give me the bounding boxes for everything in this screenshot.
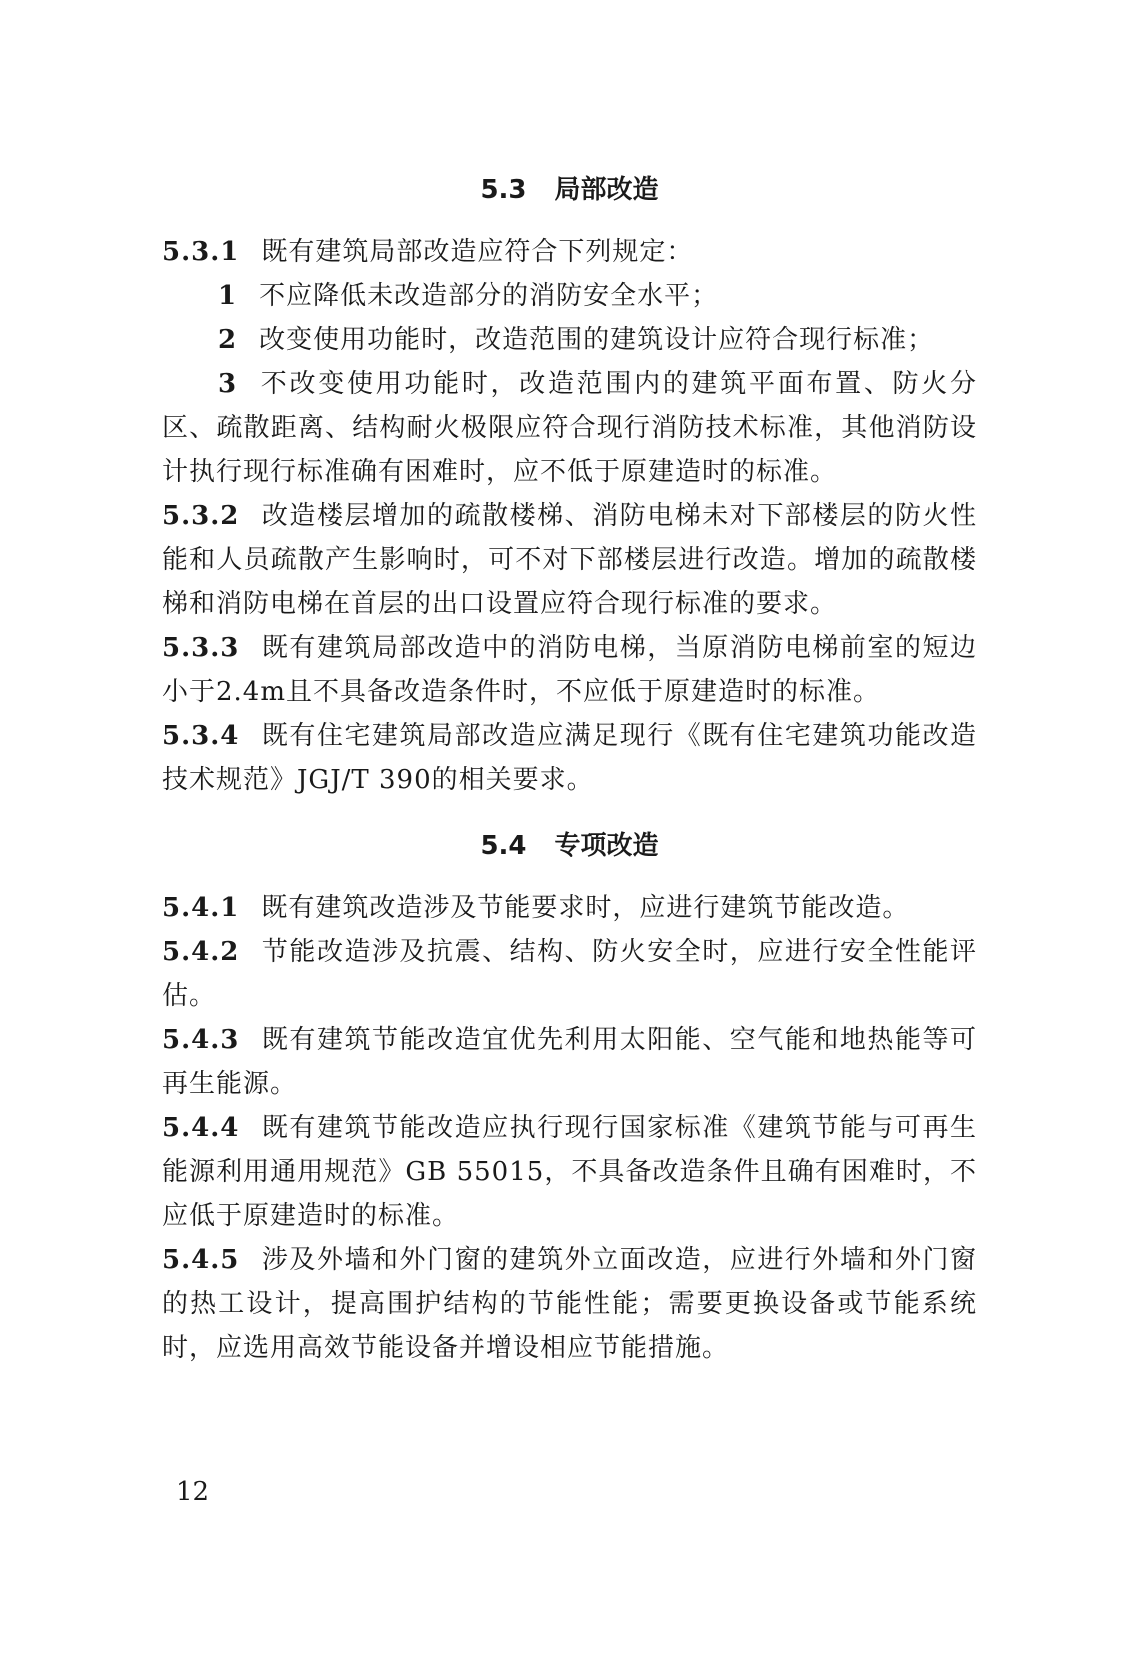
clause-number: 5.3.3: [162, 633, 240, 663]
clause-5-4-5: [162, 1238, 977, 1370]
clause-5-3-1-item-2: [162, 318, 977, 362]
item-number: 2: [218, 325, 238, 355]
clause-text: 涉及外墙和外门窗的建筑外立面改造，应进行外墙和外门窗的热工设计，提高围护结构的节能性能；需要更换设备或节能系统时，应选用高效节能设备并增设相应节能措施。: [162, 1245, 977, 1363]
clause-number: 5.3.2: [162, 501, 240, 531]
clause-text: 既有建筑改造涉及节能要求时，应进行建筑节能改造。: [261, 893, 910, 923]
clause-text: 既有建筑节能改造宜优先利用太阳能、空气能和地热能等可再生能源。: [162, 1025, 977, 1099]
clause-5-3-2: [162, 494, 977, 626]
clause-5-3-1-item-3: [162, 362, 977, 494]
clause-5-4-4: [162, 1106, 977, 1238]
clause-number: 5.4.3: [162, 1025, 240, 1055]
clause-5-4-2: [162, 930, 977, 1018]
clause-5-4-1: [162, 886, 977, 930]
clause-number: 5.4.1: [162, 893, 240, 923]
section-number: 5.3: [480, 175, 527, 205]
clause-5-3-4: [162, 714, 977, 802]
clause-text: 改造楼层增加的疏散楼梯、消防电梯未对下部楼层的防火性能和人员疏散产生影响时，可不对下部楼层进行改造。增加的疏散楼梯和消防电梯在首层的出口设置应符合现行标准的要求。: [162, 501, 977, 619]
clause-number: 5.4.5: [162, 1245, 240, 1275]
clause-5-3-1-item-1: [162, 274, 977, 318]
page-content: [162, 168, 977, 1370]
item-number: 3: [218, 369, 238, 399]
clause-number: 5.4.2: [162, 937, 240, 967]
clause-text: 节能改造涉及抗震、结构、防火安全时，应进行安全性能评估。: [162, 937, 977, 1011]
section-spacer: [162, 802, 977, 824]
clause-text: 既有住宅建筑局部改造应满足现行《既有住宅建筑功能改造技术规范》JGJ/T 390的相关要求。: [162, 721, 977, 795]
section-title-5-4: [162, 824, 977, 868]
clause-text: 既有建筑局部改造应符合下列规定：: [261, 237, 694, 267]
clause-number: 5.3.4: [162, 721, 240, 751]
item-number: 1: [218, 281, 238, 311]
section-title-5-3: [162, 168, 977, 212]
clause-5-3-3: [162, 626, 977, 714]
section-heading: 专项改造: [554, 831, 659, 861]
item-text: 不应降低未改造部分的消防安全水平；: [259, 281, 719, 311]
page-number: 12: [176, 1477, 210, 1507]
item-text: 改变使用功能时，改造范围的建筑设计应符合现行标准；: [259, 325, 935, 355]
clause-text: 既有建筑节能改造应执行现行国家标准《建筑节能与可再生能源利用通用规范》GB 55015，不具备改造条件且确有困难时，不应低于原建造时的标准。: [162, 1113, 977, 1231]
section-heading: 局部改造: [554, 175, 659, 205]
clause-text: 既有建筑局部改造中的消防电梯，当原消防电梯前室的短边小于2.4m且不具备改造条件时，不应低于原建造时的标准。: [162, 633, 977, 707]
section-number: 5.4: [480, 831, 527, 861]
item-text: 不改变使用功能时，改造范围内的建筑平面布置、防火分区、疏散距离、结构耐火极限应符合现行消防技术标准，其他消防设计执行现行标准确有困难时，应不低于原建造时的标准。: [162, 369, 977, 487]
clause-number: 5.3.1: [162, 237, 240, 267]
clause-5-3-1: [162, 230, 977, 274]
clause-5-4-3: [162, 1018, 977, 1106]
clause-number: 5.4.4: [162, 1113, 240, 1143]
